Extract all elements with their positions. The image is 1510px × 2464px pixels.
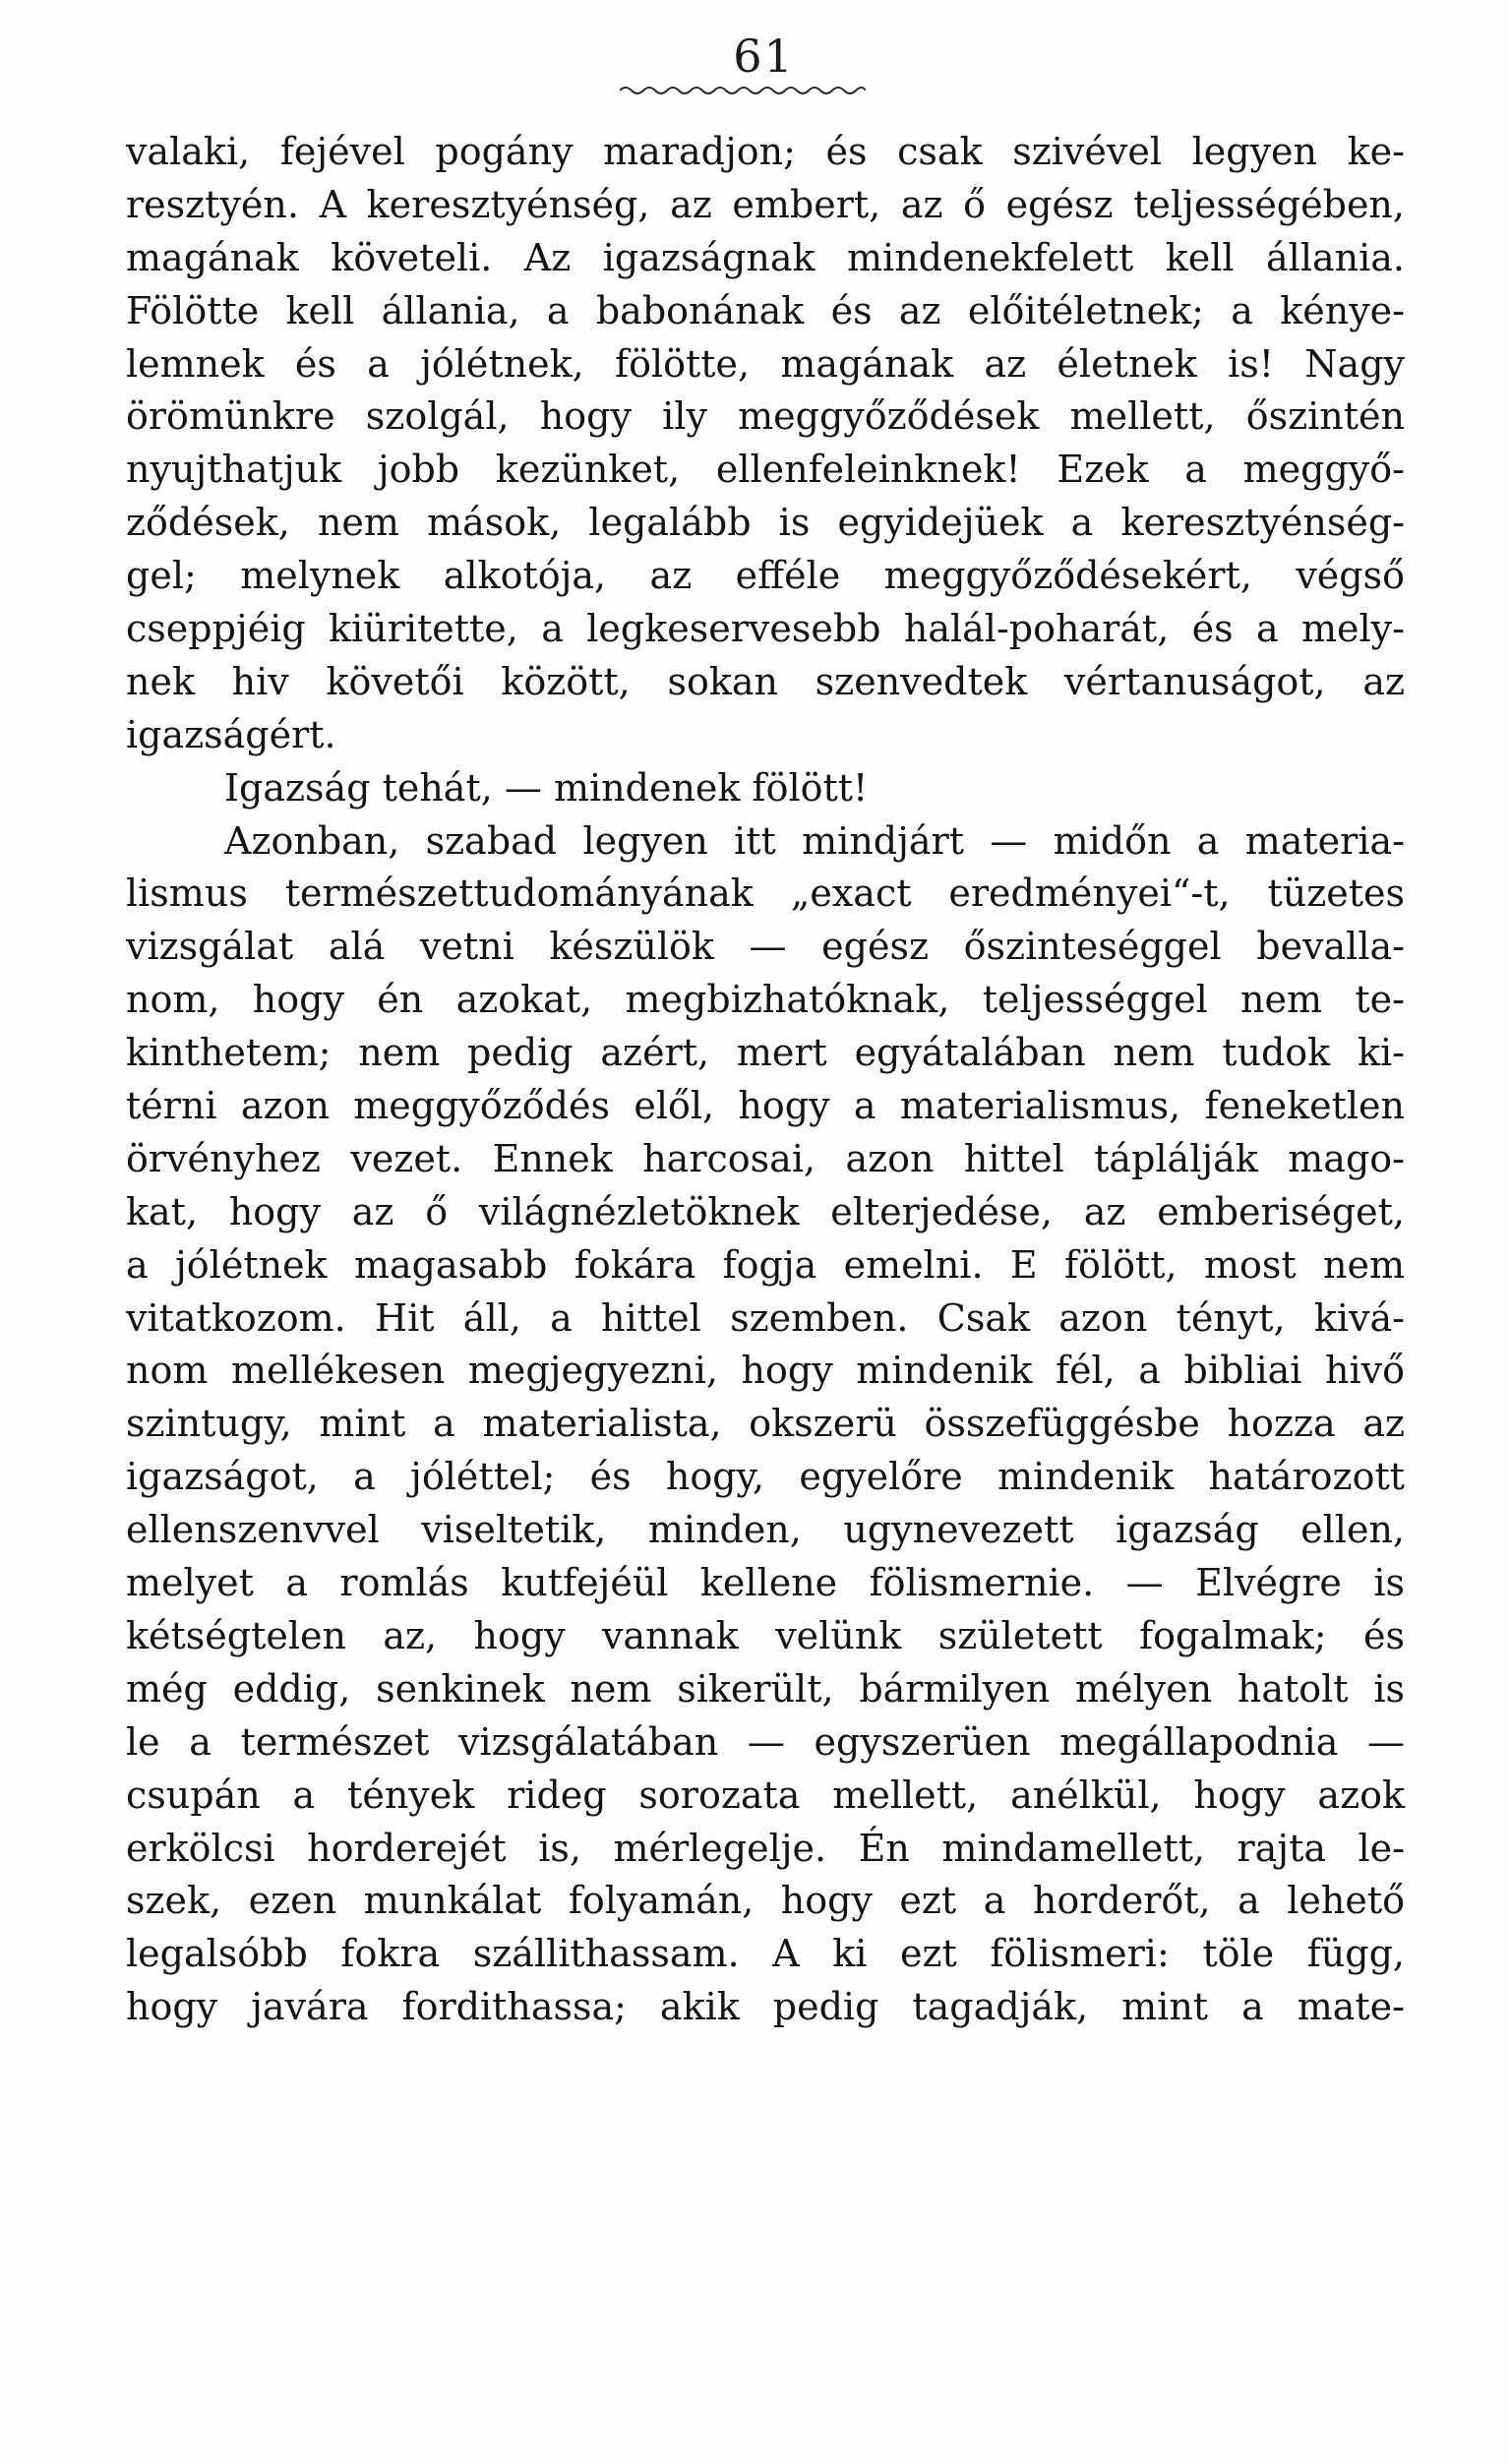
text-line: még eddig, senkinek nem sikerült, bármilyen mélyen hatolt is: [126, 1666, 1405, 1711]
text-line: Igazság tehát, — mindenek fölött!: [224, 765, 869, 810]
text-line: örömünkre szolgál, hogy ily meggyőződések mellett, őszintén: [126, 394, 1405, 439]
text-line: vitatkozom. Hit áll, a hittel szemben. Csak azon tényt, kivá-: [126, 1295, 1405, 1340]
text-line: Azonban, szabad legyen itt mindjárt — midőn a materia-: [224, 818, 1405, 863]
text-line: igazságért.: [126, 712, 336, 756]
text-line: melyet a romlás kutfejéül kellene fölismernie. — Elvégre is: [126, 1561, 1405, 1605]
text-line: csupán a tények rideg sorozata mellett, anélkül, hogy azok: [126, 1773, 1405, 1817]
text-line: kinthetem; nem pedig azért, mert egyátalában nem tudok ki-: [126, 1031, 1405, 1075]
text-line: erkölcsi horderejét is, mérlegelje. Én mindamellett, rajta le-: [126, 1826, 1405, 1870]
text-line: cseppjéig kiüritette, a legkeservesebb halál-poharát, és a mely-: [126, 607, 1405, 651]
text-line: ződések, nem mások, legalább is egyidejüek a keresztyénség-: [126, 501, 1405, 545]
text-line: vizsgálat alá vetni készülök — egész őszinteséggel bevalla-: [126, 925, 1405, 969]
text-line: le a természet vizsgálatában — egyszerüen megállapodnia —: [126, 1719, 1405, 1764]
text-line: nom mellékesen megjegyezni, hogy mindenik fél, a bibliai hivő: [126, 1349, 1405, 1393]
text-line: szek, ezen munkálat folyamán, hogy ezt a horderőt, a lehető: [126, 1879, 1405, 1923]
text-line: ellenszenvvel viseltetik, minden, ugynevezett igazság ellen,: [126, 1508, 1405, 1552]
text-line: kat, hogy az ő világnézletöknek elterjedése, az emberiséget,: [126, 1189, 1405, 1233]
text-line: szintugy, mint a materialista, okszerü összefüggésbe hozza az: [126, 1402, 1405, 1446]
text-line: valaki, fejével pogány maradjon; és csak szivével legyen ke-: [126, 130, 1405, 173]
text-line: kétségtelen az, hogy vannak velünk született fogalmak; és: [126, 1613, 1405, 1657]
text-line: lemnek és a jólétnek, fölötte, magának az életnek is! Nagy: [126, 341, 1405, 386]
text-line: nek hiv követői között, sokan szenvedtek vértanuságot, az: [126, 659, 1405, 703]
text-line: nyujthatjuk jobb kezünket, ellenfeleinknek! Ezek a meggyő-: [126, 448, 1405, 492]
text-line: térni azon meggyőződés elől, hogy a materialismus, feneketlen: [126, 1084, 1405, 1128]
text-line: resztyén. A keresztyénség, az embert, az ő egész teljességében,: [126, 182, 1405, 226]
body-text: [126, 126, 1405, 2034]
text-line: magának követeli. Az igazságnak mindenekfelett kell állania.: [126, 235, 1405, 279]
text-line: hogy javára fordithassa; akik pedig tagadják, mint a mate-: [126, 1985, 1405, 2029]
text-line: örvényhez vezet. Ennek harcosai, azon hittel táplálják mago-: [126, 1136, 1405, 1180]
page-header: [0, 30, 1510, 83]
page-number: 61: [733, 30, 795, 83]
text-line: nom, hogy én azokat, megbizhatóknak, teljességgel nem te-: [126, 978, 1405, 1022]
text-line: Fölötte kell állania, a babonának és az előitéletnek; a kénye-: [126, 288, 1405, 332]
text-line: lismus természettudományának „exact eredményei“-t, tüzetes: [126, 871, 1405, 916]
wavy-line-ornament-icon: [620, 83, 866, 98]
text-line: a jólétnek magasabb fokára fogja emelni. E fölött, most nem: [126, 1242, 1405, 1287]
text-line: igazságot, a jóléttel; és hogy, egyelőre mindenik határozott: [126, 1455, 1405, 1499]
text-line: gel; melynek alkotója, az efféle meggyőződésekért, végső: [126, 554, 1405, 598]
text-line: legalsóbb fokra szállithassam. A ki ezt fölismeri: töle függ,: [126, 1932, 1405, 1976]
